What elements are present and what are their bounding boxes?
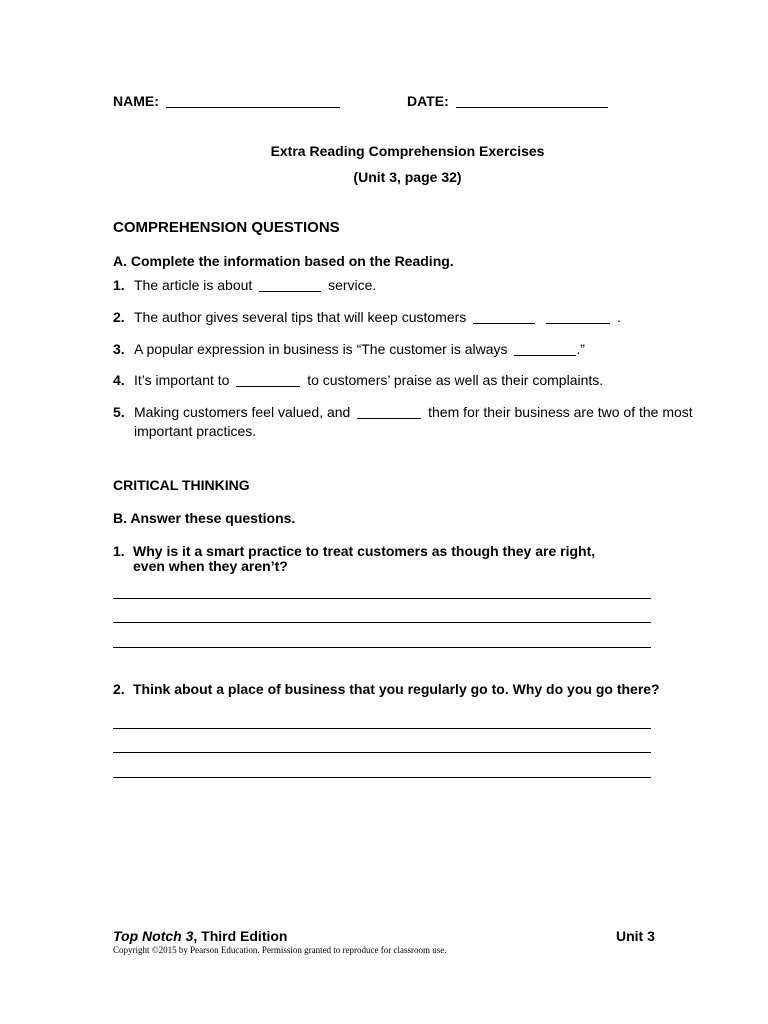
item-number: 5. <box>113 404 125 420</box>
fill-blank[interactable] <box>546 322 610 324</box>
copyright-notice: Copyright ©2015 by Pearson Education. Permission granted to reproduce for classroom use. <box>113 945 447 955</box>
fill-blank[interactable] <box>236 385 300 387</box>
date-blank[interactable] <box>456 106 608 108</box>
answer-line[interactable] <box>113 752 651 753</box>
date-field <box>407 93 608 109</box>
answer-line[interactable] <box>113 598 651 599</box>
item-text: to customers’ praise as well as their complaints. <box>307 372 604 388</box>
answer-line[interactable] <box>113 777 651 778</box>
fill-blank[interactable] <box>473 322 535 324</box>
footer-unit: Unit 3 <box>616 928 655 944</box>
question-text-continued: even when they aren’t? <box>133 558 288 574</box>
item-text: . <box>616 309 621 325</box>
question-number: 1. <box>113 543 125 559</box>
comprehension-heading: COMPREHENSION QUESTIONS <box>113 219 340 236</box>
fill-blank[interactable] <box>259 290 321 292</box>
date-label: DATE: <box>407 93 449 109</box>
question-number: 2. <box>113 681 125 697</box>
item-number: 1. <box>113 277 125 293</box>
item-text: .” <box>576 341 585 357</box>
item-text: The author gives several tips that will keep customers <box>134 309 467 325</box>
name-label: NAME: <box>113 93 159 109</box>
question-text: Why is it a smart practice to treat customers as though they are right, <box>133 543 596 559</box>
item-text: them for their business are two of the most <box>428 404 693 420</box>
answer-line[interactable] <box>113 622 651 623</box>
critical-heading: CRITICAL THINKING <box>113 477 250 493</box>
page-subtitle: (Unit 3, page 32) <box>353 169 462 185</box>
item-text: Making customers feel valued, and <box>134 404 351 420</box>
book-edition: , Third Edition <box>193 928 288 944</box>
comprehension-instruction: A. Complete the information based on the Reading. <box>113 253 454 269</box>
item-text: service. <box>328 277 377 293</box>
question-text: Think about a place of business that you regularly go to. Why do you go there? <box>133 681 660 697</box>
item-text: The article is about <box>134 277 253 293</box>
critical-instruction: B. Answer these questions. <box>113 510 296 526</box>
page-title: Extra Reading Comprehension Exercises <box>270 143 545 159</box>
item-number: 4. <box>113 372 125 388</box>
name-field <box>113 93 340 109</box>
answer-line[interactable] <box>113 647 651 648</box>
item-number: 3. <box>113 341 125 357</box>
item-text: It’s important to <box>134 372 230 388</box>
item-text-continued: important practices. <box>134 423 257 439</box>
fill-blank[interactable] <box>357 417 421 419</box>
book-title: Top Notch 3 <box>113 928 194 944</box>
footer-book-title <box>113 928 287 944</box>
item-number: 2. <box>113 309 125 325</box>
name-blank[interactable] <box>166 106 340 108</box>
item-text: A popular expression in business is “The customer is always <box>134 341 508 357</box>
fill-blank[interactable] <box>514 354 576 356</box>
answer-line[interactable] <box>113 728 651 729</box>
